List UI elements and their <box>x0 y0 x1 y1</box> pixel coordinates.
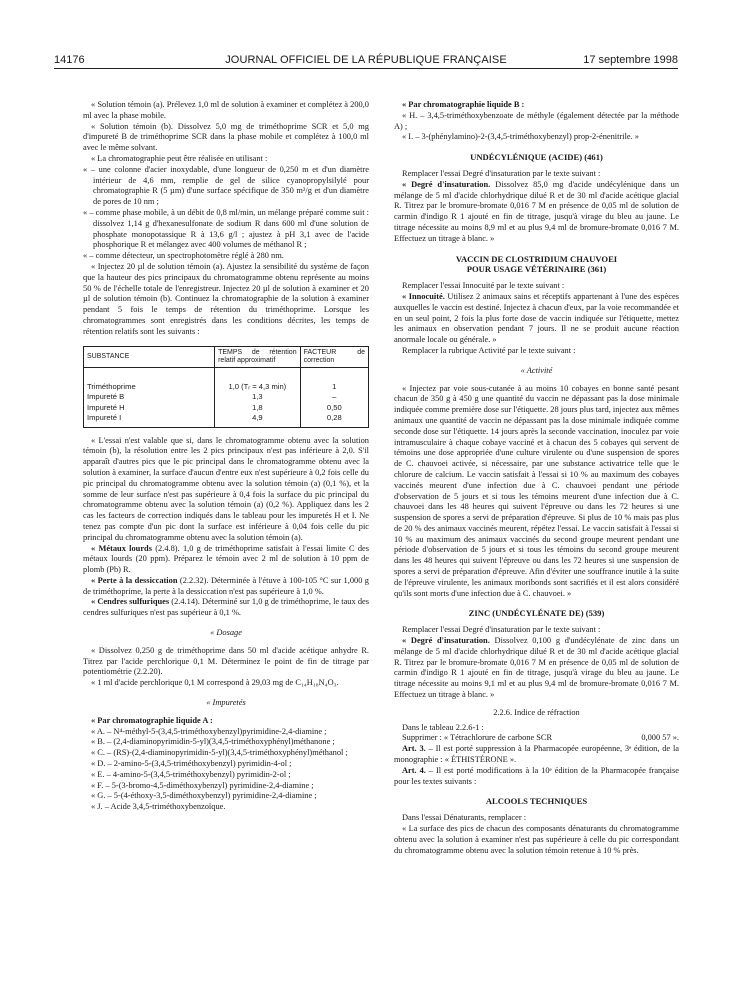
cell-temps: 1,0 (Tᵣ = 4,3 min) <box>215 367 301 392</box>
paragraph <box>394 292 679 346</box>
journal-title: JOURNAL OFFICIEL DE LA RÉPUBLIQUE FRANÇAISE <box>225 54 507 66</box>
table-row <box>84 413 369 427</box>
paragraph: « L'essai n'est valable que si, dans le chromatogramme obtenu avec la solution témoin (b), la résolution entre les 2 pics principaux n'est pas inférieure à 2,0. S'il apparaît d'autres pics que le pic principal dans le chromatogramme obtenu avec la solution à examiner, la surface d'aucun d'entre eux n'est supérieure à 0,2 fois celle du pic principal du chromatogramme obtenu avec la solution témoin (a) (0,1 %), et la somme de leur surface n'est pas supérieure à 0,4 fois la surface du pic principal du chromatogramme obtenu avec la solution témoin (a) (0,2 %). Appliquez dans les 2 cas les facteurs de correction indiqués dans le tableau pour les impuretés H et I. Ne tenez pas compte d'un pic dont la surface est inférieure à 0,04 fois celle du pic principal du chromatogramme obtenu avec la solution témoin (a). <box>83 435 369 542</box>
paragraph-text: (2.2.32). Déterminée à l'étuve à 100-105 °C sur 1,000 g de triméthoprime, la perte à la dessiccation n'est pas supérieure à 1,0 %. <box>83 575 369 596</box>
col-substance: SUBSTANCE <box>84 346 215 367</box>
header-rule <box>54 68 678 69</box>
impurity-item: « A. – N⁴-méthyl-5-(3,4,5-triméthoxybenzyl)pyrimidine-2,4-diamine ; <box>91 726 327 736</box>
table-row <box>84 403 369 414</box>
bold-lead: « Degré d'insaturation. <box>402 636 490 646</box>
section-heading: 2.2.6. Indice de réfraction <box>493 707 580 717</box>
paragraph-text: Supprimer : « Tétrachlorure de carbone SCR <box>402 733 553 743</box>
bold-lead: « Métaux lourds <box>91 543 152 553</box>
impurity-item: « E. – 4-amino-5-(3,4,5-triméthoxybenzyl) pyrimidin-2-ol ; <box>91 769 291 779</box>
page-header <box>54 50 678 68</box>
monograph-heading: ALCOOLS TECHNIQUES <box>485 796 588 807</box>
paragraph: « La surface des pics de chacun des composants dénaturants du chromatogramme obtenu avec la solution à examiner n'est pas supérieure à celle du pic correspondant du chromatogramme obtenu avec la solution témoin retenue à 10 % près. <box>394 824 679 855</box>
paragraph-text: – Il est porté modifications à la 10ᵉ édition de la Pharmacopée française pour les textes suivants : <box>394 765 679 786</box>
paragraph <box>394 636 679 701</box>
paragraph: Remplacer la rubrique Activité par le texte suivant : <box>402 345 576 355</box>
cell-temps: 1,8 <box>215 403 301 414</box>
paragraph-text: Dissolvez 0,100 g d'undécylénate de zinc dans un mélange de 5 ml d'acide chlorhydrique dilué R et de 30 ml d'acide acétique glacial R. Titrez par le bromure-bromate 0,016 7 M en présence de 0,05 ml de solution de carmin d'indigo R 1 ajouté en fin de titrage, jusqu'à virage du bleu au jaune. Le titrage nécessite au moins 9,1 ml et au plus 9,4 ml de bromure-bromate 0,016 7 M. Effectuez un titrage à blanc. » <box>394 636 680 700</box>
impurity-item: « I. – 3-(phénylamino)-2-(3,4,5-triméthoxybenzyl) prop-2-énenitrile. » <box>402 132 639 142</box>
monograph-heading: VACCIN DE CLOSTRIDIUM CHAUVOEI <box>455 253 618 264</box>
impurity-item: « B. – (2,4-diaminopyrimidin-5-yl)(3,4,5-triméthoxyphényl)méthanone ; <box>91 737 335 747</box>
paragraph: Remplacer l'essai Degré d'insaturation par le texte suivant : <box>402 625 601 635</box>
impurity-item: « H. – 3,4,5-triméthoxybenzoate de méthyle (également détectée par la méthode A) ; <box>394 110 679 131</box>
paragraph <box>83 597 369 619</box>
cell-substance: Impureté H <box>84 403 215 414</box>
bold-lead: « Degré d'insaturation. <box>402 179 491 189</box>
left-column <box>83 100 369 813</box>
paragraph-text: (2.4.8). 1,0 g de triméthoprime satisfait à l'essai limite C des métaux lourds (20 ppm). Préparez le témoin avec 2 ml de solution à 10 ppm de plomb (Pb) R. <box>83 543 369 575</box>
paragraph: Remplacer l'essai Innocuité par le texte suivant : <box>402 281 565 291</box>
paragraph <box>83 544 369 576</box>
paragraph <box>83 576 369 598</box>
paragraph-text: Dissolvez 85,0 mg d'acide undécylénique dans un mélange de 5 ml d'acide chlorhydrique dilué R et de 30 ml d'acide acétique glacial R. Titrez par le bromure-bromate 0,016 7 M en présence de 0,05 ml de solution de carmin d'indigo R 1 ajouté en fin de titrage, jusqu'à virage du bleu au jaune. Le titrage nécessite au moins 8,9 ml et au plus 9,4 ml de bromure-bromate 0,016 7 M. Effectuez un titrage à blanc. » <box>394 179 680 243</box>
impurity-item: « D. – 2-amino-5-(3,4,5-triméthoxybenzyl) pyrimidin-4-ol ; <box>91 759 292 769</box>
list-item: « – comme phase mobile, à un débit de 0,8 ml/min, un mélange préparé comme suit : dissolvez 1,14 g d'hexanesulfonate de sodium R dans 600 ml d'une solution de phosphate monopotassique R à 13,6 g/l ; ajustez à pH 3,1 avec de l'acide phosphorique R et mélangez avec 400 volumes de méthanol R ; <box>83 207 369 250</box>
impurity-item: « G. – 5-(4-éthoxy-3,5-diméthoxybenzyl) pyrimidine-2,4-diamine ; <box>91 791 317 801</box>
paragraph <box>394 100 679 111</box>
paragraph: Remplacer l'essai Degré d'insaturation par le texte suivant : <box>402 168 601 178</box>
col-facteur: FACTEUR de correction <box>300 346 368 367</box>
monograph-heading: UNDÉCYLÉNIQUE (ACIDE) (461) <box>470 152 603 163</box>
list-item: « – comme détecteur, un spectrophotomètre réglé à 280 nm. <box>83 251 284 261</box>
cell-facteur: 0,50 <box>300 403 368 414</box>
cell-temps: 4,9 <box>215 413 301 427</box>
cell-temps: 1,3 <box>215 392 301 403</box>
paragraph: « Dissolvez 0,250 g de triméthoprime dans 50 ml d'acide acétique anhydre R. Titrez par l'acide perchlorique 0,1 M. Déterminez le point de fin de titrage par potentiométrie (2.2.20). <box>83 645 369 677</box>
paragraph: « Solution témoin (b). Dissolvez 5,0 mg de triméthoprime SCR et 5,0 mg d'impureté B de triméthoprime SCR dans la phase mobile et complétez à 100,0 ml avec le même solvant. <box>83 121 369 153</box>
cell-facteur: – <box>300 392 368 403</box>
section-heading: « Dosage <box>210 628 242 638</box>
impurity-item: « J. – Acide 3,4,5-triméthoxybenzoïque. <box>91 802 226 812</box>
paragraph: « Injectez par voie sous-cutanée à au moins 10 cobayes en bonne santé pesant chacun de 350 g à 450 g une quantité du vaccin ne dépassant pas la dose minimale indiquée comme première dose sur l'étiquette. 28 jours plus tard, injectez aux mêmes animaux une quantité de vaccin ne dépassant pas la dose minimale indiquée comme seconde dose sur l'étiquette. 14 jours après la seconde vaccination, inoculez par voie intramusculaire à chaque cobaye vacciné et à chacun des 5 cobayes qui servent de témoins une dose appropriée d'une culture virulente ou d'une suspension de spores de C. chauvoei activée, si nécessaire, par une substance activatrice telle que le chlorure de calcium. Le vaccin satisfait à l'essai si 10 % au maximum des cobayes vaccinés meurent d'une infection due à C. chauvoei pendant une période d'observation de 5 jours et si tous les témoins meurent d'une infection due à C. chauvoei dans les 48 heures qui suivent l'épreuve ou dans les 72 heures si une suspension de spores a servi de préparation d'épreuve. Si plus de 10 % mais pas plus de 20 % des animaux vaccinés meurent, répétez l'essai. Le vaccin satisfait à l'essai si 10 % au maximum des animaux vaccinés du second groupe meurent pendant une période d'observation de 5 jours et si tous les témoins du second groupe meurent dans les 48 heures qui suivent l'épreuve ou dans les 72 heures si une suspension de spores a servi de préparation d'épreuve. Afin d'éviter une souffrance inutile à la suite de l'épreuve virulente, les animaux moribonds sont sacrifiés et il est alors considéré qu'ils sont morts d'une infection due à C. chauvoei. » <box>394 383 679 598</box>
paragraph-text: Utilisez 2 animaux sains et réceptifs appartenant à l'une des espèces auxquelles le vaccin est destiné. Injectez à chacun d'eux, par la voie recommandée et en un seul point, 2 fois la plus forte dose de vaccin indiquée sur l'étiquette, mettez les animaux en observation pendant 7 jours. Il ne se produit aucune réaction anormale locale ou générale. » <box>394 291 679 345</box>
bold-lead: « Par chromatographie liquide B : <box>402 100 525 109</box>
monograph-heading: POUR USAGE VÉTÉRINAIRE (361) <box>466 264 607 275</box>
bold-lead: « Cendres sulfuriques <box>91 597 170 607</box>
right-column <box>394 100 679 856</box>
bold-lead: Art. 4. <box>402 765 426 775</box>
paragraph <box>394 744 679 766</box>
paragraph: Dans le tableau 2.2.6-1 : <box>402 722 484 732</box>
paragraph-text: (2.4.14). Déterminé sur 1,0 g de triméthoprime, le taux des cendres sulfuriques n'est pas supérieur à 0,1 %. <box>83 597 369 618</box>
bold-lead: « Innocuité. <box>402 291 445 301</box>
paragraph: Dans l'essai Dénaturants, remplacer : <box>402 813 527 823</box>
publication-date: 17 septembre 1998 <box>583 54 678 66</box>
paragraph <box>394 733 679 744</box>
table-header <box>84 346 369 367</box>
paragraph-text: 0,000 57 ». <box>641 733 679 743</box>
cell-facteur: 0,28 <box>300 413 368 427</box>
bold-lead: « Perte à la dessiccation <box>91 575 178 585</box>
cell-facteur: 1 <box>300 367 368 392</box>
paragraph: « La chromatographie peut être réalisée en utilisant : <box>91 153 268 163</box>
monograph-heading: ZINC (UNDÉCYLÉNATE DE) (539) <box>468 608 605 619</box>
table-row <box>84 392 369 403</box>
retention-table <box>83 346 369 428</box>
impurity-item: « F. – 5-(3-bromo-4,5-diméthoxybenzyl) pyrimidine-2,4-diamine ; <box>91 780 314 790</box>
paragraph: « Injectez 20 µl de solution témoin (a). Ajustez la sensibilité du système de façon que la hauteur des pics principaux du chromatogramme obtenu représente au moins 50 % de l'échelle totale de l'enregistreur. Injectez 20 µl de solution à examiner et 20 µl de solution témoin (b). Continuez la chromatographie de la solution à examiner pendant 5 fois le temps de rétention du triméthoprime. Lorsque les chromatogrammes sont enregistrés dans les conditions décrites, les temps de rétention relatifs sont les suivants : <box>83 261 369 336</box>
impurity-item: « C. – (RS)-(2,4-diaminopyrimidin-5-yl)(3,4,5-triméthoxyphényl)méthanol ; <box>91 748 348 758</box>
paragraph: « Solution témoin (a). Prélevez 1,0 ml de solution à examiner et complétez à 200,0 ml avec la phase mobile. <box>83 100 369 120</box>
bold-lead: « Par chromatographie liquide A : <box>91 715 213 725</box>
paragraph <box>394 180 679 245</box>
col-temps: TEMPS de rétention relatif approximatif <box>215 346 301 367</box>
paragraph-text: – Il est porté suppression à la Pharmacopée européenne, 3ᵉ édition, de la monographie : « ÉTHISTÉRONE ». <box>394 744 680 765</box>
page-number: 14176 <box>54 54 85 66</box>
bold-lead: Art. 3. <box>402 744 426 754</box>
cell-substance: Impureté B <box>84 392 215 403</box>
cell-substance: Impureté I <box>84 413 215 427</box>
section-heading: « Impuretés <box>206 698 246 708</box>
table-row <box>84 367 369 392</box>
paragraph: « 1 ml d'acide perchlorique 0,1 M correspond à 29,03 mg de C₁₄H₁₈N₄O₃. <box>91 678 339 688</box>
paragraph <box>83 716 369 727</box>
section-heading: « Activité <box>520 365 553 375</box>
list-item: « – une colonne d'acier inoxydable, d'une longueur de 0,250 m et d'un diamètre intérieur de 4,6 mm, remplie de gel de silice cyanopropylsilylé pour chromatographie R (5 µm) d'une surface spécifique de 350 m²/g et d'un diamètre de pores de 10 nm ; <box>83 164 369 207</box>
paragraph <box>394 766 679 788</box>
cell-substance: Triméthoprime <box>84 367 215 392</box>
